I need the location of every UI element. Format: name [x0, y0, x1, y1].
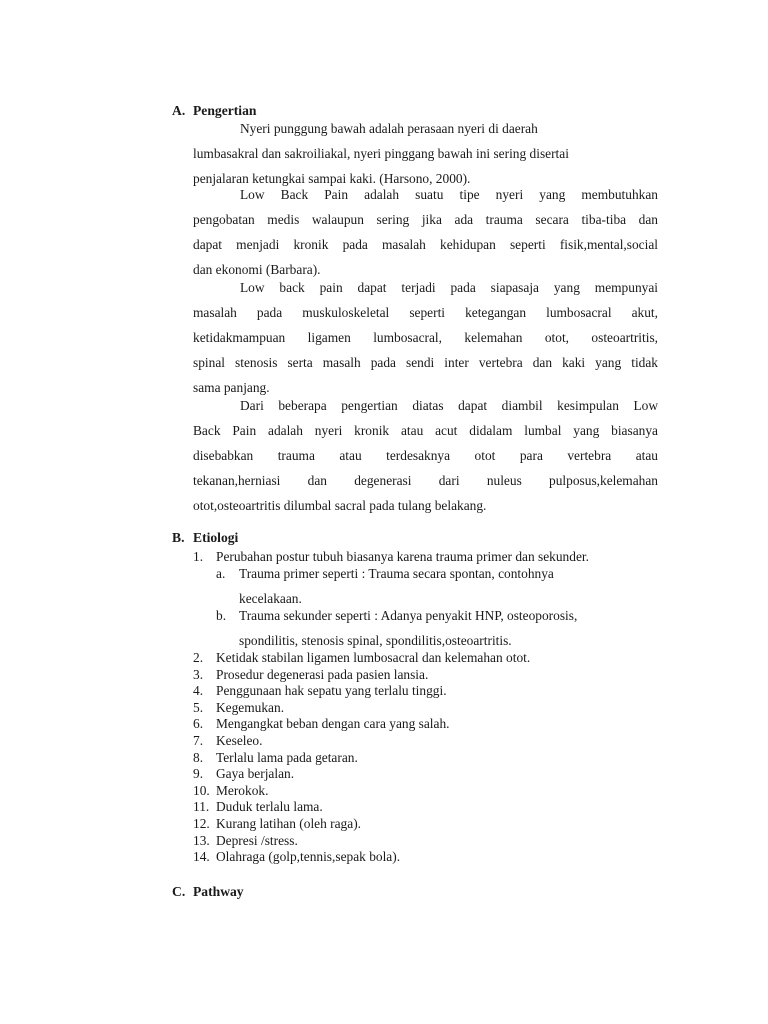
paragraph-line: ketidakmampuan ligamen lumbosacral, kelemahan otot, osteoartritis, [193, 330, 658, 345]
list-number: 3. [193, 667, 204, 682]
section-b-title: Etiologi [193, 530, 239, 545]
sub-list-text: Trauma sekunder seperti : Adanya penyakit HNP, osteoporosis, [239, 608, 578, 623]
section-a-heading [172, 103, 256, 119]
list-number: 9. [193, 766, 204, 781]
list-number: 1. [193, 549, 204, 564]
list-text: Perubahan postur tubuh biasanya karena trauma primer dan sekunder. [216, 549, 589, 564]
sub-list-letter: b. [216, 608, 227, 623]
paragraph-line: pengobatan medis walaupun sering jika ada trauma secara tiba-tiba dan [193, 212, 658, 227]
list-item [193, 666, 428, 683]
list-item [193, 715, 450, 732]
list-item [193, 682, 447, 699]
list-text: Prosedur degenerasi pada pasien lansia. [216, 667, 429, 682]
section-c-heading [172, 884, 244, 900]
list-item [193, 798, 323, 815]
list-number: 4. [193, 683, 204, 698]
list-number: 13. [193, 833, 210, 848]
list-item [193, 548, 589, 565]
sub-list-letter: a. [216, 566, 226, 581]
list-item [193, 815, 361, 832]
sub-list-continuation: spondilitis, stenosis spinal, spondilitis,osteoartritis. [239, 633, 512, 648]
section-c-letter: C. [172, 884, 186, 899]
section-c-title: Pathway [193, 884, 244, 899]
list-number: 8. [193, 750, 204, 765]
paragraph-line: Low back pain dapat terjadi pada siapasaja yang mempunyai [240, 280, 658, 295]
list-text: Penggunaan hak sepatu yang terlalu tinggi. [216, 683, 447, 698]
paragraph-line: lumbasakral dan sakroiliakal, nyeri pinggang bawah ini sering disertai [193, 146, 569, 161]
list-text: Kurang latihan (oleh raga). [216, 816, 362, 831]
paragraph-line: disebabkan trauma atau terdesaknya otot para vertebra atau [193, 448, 658, 463]
paragraph-line: Nyeri punggung bawah adalah perasaan nyeri di daerah [240, 121, 538, 136]
paragraph-line: penjalaran ketungkai sampai kaki. (Harsono, 2000). [193, 171, 471, 186]
list-number: 2. [193, 650, 204, 665]
list-text: Merokok. [216, 783, 269, 798]
list-text: Mengangkat beban dengan cara yang salah. [216, 716, 450, 731]
sub-list-text: Trauma primer seperti : Trauma secara spontan, contohnya [239, 566, 554, 581]
list-item [193, 649, 530, 666]
list-text: Olahraga (golp,tennis,sepak bola). [216, 849, 401, 864]
list-item [193, 699, 284, 716]
list-text: Duduk terlalu lama. [216, 799, 323, 814]
paragraph-line: masalah pada muskuloskeletal seperti ketegangan lumbosacral akut, [193, 305, 658, 320]
section-b-heading [172, 530, 238, 546]
list-item [193, 848, 400, 865]
list-item [193, 732, 262, 749]
paragraph-line: dan ekonomi (Barbara). [193, 262, 321, 277]
list-item [193, 765, 294, 782]
paragraph-line: tekanan,herniasi dan degenerasi dari nuleus pulposus,kelemahan [193, 473, 658, 488]
list-number: 12. [193, 816, 210, 831]
list-number: 14. [193, 849, 210, 864]
list-number: 11. [193, 799, 210, 814]
list-text: Keseleo. [216, 733, 263, 748]
list-text: Gaya berjalan. [216, 766, 295, 781]
section-a-letter: A. [172, 103, 186, 118]
paragraph-line: Low Back Pain adalah suatu tipe nyeri yang membutuhkan [240, 187, 658, 202]
list-item [193, 782, 268, 799]
section-b-letter: B. [172, 530, 185, 545]
list-number: 6. [193, 716, 204, 731]
paragraph-line: dapat menjadi kronik pada masalah kehidupan seperti fisik,mental,social [193, 237, 658, 252]
list-item [193, 749, 358, 766]
list-item [193, 832, 298, 849]
sub-list-item [216, 607, 577, 625]
list-text: Ketidak stabilan ligamen lumbosacral dan kelemahan otot. [216, 650, 531, 665]
paragraph-line: sama panjang. [193, 380, 270, 395]
list-number: 10. [193, 783, 210, 798]
list-text: Kegemukan. [216, 700, 285, 715]
paragraph-line: otot,osteoartritis dilumbal sacral pada tulang belakang. [193, 498, 487, 513]
paragraph-line: Dari beberapa pengertian diatas dapat diambil kesimpulan Low [240, 398, 658, 413]
list-text: Depresi /stress. [216, 833, 298, 848]
paragraph-line: spinal stenosis serta masalh pada sendi inter vertebra dan kaki yang tidak [193, 355, 658, 370]
list-number: 5. [193, 700, 204, 715]
sub-list-item [216, 565, 554, 583]
sub-list-continuation: kecelakaan. [239, 591, 302, 606]
list-number: 7. [193, 733, 204, 748]
paragraph-line: Back Pain adalah nyeri kronik atau acut didalam lumbal yang biasanya [193, 423, 658, 438]
list-text: Terlalu lama pada getaran. [216, 750, 358, 765]
section-a-title: Pengertian [193, 103, 257, 118]
